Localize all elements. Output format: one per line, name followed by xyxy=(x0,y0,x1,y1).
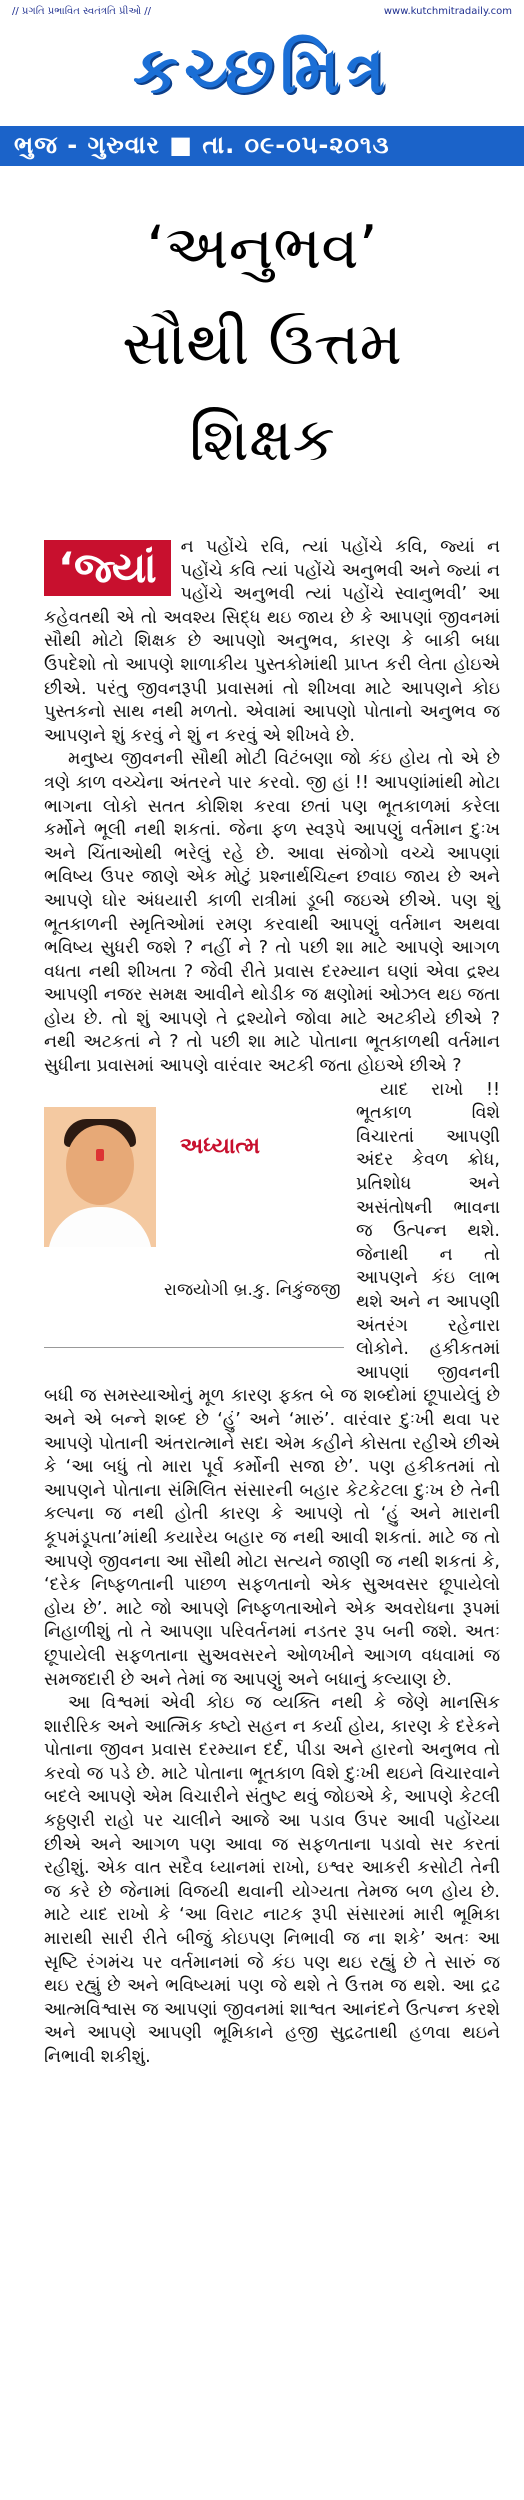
article-body xyxy=(44,536,500,2070)
dropcap: ‘જ્યાં xyxy=(44,540,171,596)
newspaper-logo xyxy=(0,24,524,120)
headline-line-1: ‘અનુભવ’ xyxy=(146,213,378,283)
headline-line-3: શિક્ષક xyxy=(189,405,335,475)
face-shape xyxy=(66,1125,134,1205)
paragraph-4: આ વિશ્વમાં એવી કોઇ જ વ્યક્તિ નથી કે જેણે માનસિક શારીરિક અને આત્મિક કષ્ટો સહન ન કર્યા હોય, કારણ કે દરેકને પોતાના જીવન પ્રવાસ દરમ્યાન દર્દ, પીડા અને હારનો અનુભવ તો કરવો જ પડે છે. માટે પોતાના ભૂતકાળ વિશે દુઃખી થઇને વિચારવાને બદલે આપણે એમ વિચારીને સંતુષ્ટ થવું જોઇએ કે, આપણે કેટલી કઠ્ઠણરી રાહો પર ચાલીને આજે આ પડાવ ઉપર આવી પહોંચ્યા છીએ અને આગળ પણ આવા જ સફળતાના પડાવો સર કરતાં રહીશું. એક વાત સદૈવ ધ્યાનમાં રાખો, ઇશ્વર આકરી કસોટી તેની જ કરે છે જેનામાં વિજયી થવાની યોગ્યતા તેમજ બળ હોય છે. માટે યાદ રાખો કે ‘આ વિરાટ નાટક રૂપી સંસારમાં મારી ભૂમિકા મારાથી સારી રીતે બીજું કોઇપણ નિભાવી જ ના શકે’ અતઃ આ સૃષ્ટિ રંગમંચ પર વર્તમાનમાં જે કંઇ પણ થઇ રહ્યું છે તે સારું જ થઇ રહ્યું છે અને ભવિષ્યમાં પણ જે થશે તે ઉત્તમ જ થશે. આ દ્રઢ આત્મવિશ્વાસ જ આપણાં જીવનમાં શાશ્વત આનંદને ઉત્પન્ન કરશે અને આપણે આપણી ભૂમિકાને હજી સુદ્રઢતાથી હળવા થઇને નિભાવી શકીશું. xyxy=(44,1693,500,2067)
paragraph-2: મનુષ્ય જીવનની સૌથી મોટી વિટંબણા જો કંઇ હોય તો એ છે ત્રણે કાળ વચ્ચેના અંતરને પાર કરવો. જી હાં !! આપણાંમાંથી મોટા ભાગના લોકો સતત કોશિશ કરવા છતાં પણ ભૂતકાળમાં કરેલા કર્મોને ભૂલી નથી શકતાં. જેના ફળ સ્વરૂપે આપણું વર્તમાન દુઃખ અને ચિંતાઓથી ભરેલું રહે છે. આવા સંજોગો વચ્ચે આપણાં ભવિષ્ય ઉપર જાણે એક મોટું પ્રશ્નાર્થચિહ્ન છવાઇ જાય છે અને આપણે ઘોર અંધયારી કાળી રાત્રીમાં ડૂબી જઇએ છીએ. પણ શું ભૂતકાળની સ્મૃતિઓમાં રમણ કરવાથી આપણું વર્તમાન અથવા ભવિષ્ય સુધરી જશે ? નહીં ને ? તો પછી શા માટે આપણે આગળ વધતા નથી શીખતા ? જેવી રીતે પ્રવાસ દરમ્યાન ઘણાં એવા દ્રશ્ય આપણી નજર સમક્ષ આવીને થોડીક જ ક્ષણોમાં ઓઝલ થઇ જતા હોય છે. તો શું આપણે તે દ્રશ્યોને જોવા માટે અટકીયે છીએ ? નથી અટકતાં ને ? તો પછી શા માટે પોતાના ભૂતકાળથી વર્તમાન સુધીના પ્રવાસમાં આપણે વારંવાર અટકી જતા હોઇએ છીએ ? xyxy=(44,749,500,1077)
shoulders-shape xyxy=(48,1207,152,1247)
author-byline: રાજયોગી બ્ર.કુ. નિકુંજજી xyxy=(164,1279,341,1300)
paragraph-1: ન પહોંચે રવિ, ત્યાં પહોંચે કવિ, જ્યાં ન પહોંચે કવિ ત્યાં પહોંચે અનુભવી અને જ્યાં ન પહોંચે અનુભવી ત્યાં પહોંચે સ્વાનુભવી’ આ કહેવતથી એ તો અવશ્ય સિદ્ધ થઇ જાય છે કે આપણાં જીવનમાં સૌથી મોટો શિક્ષક છે આપણો અનુભવ, કારણ કે બાકી બધા ઉપદેશો તો આપણે શાળાકીય પુસ્તકોમાંથી પ્રાપ્ત કરી લેતા હોઇએ છીએ. પરંતુ જીવનરૂપી પ્રવાસમાં તો શીખવા માટે આપણને કોઇ પુસ્તકનો સાથ નથી મળતો. એવામાં આપણો પોતાનો અનુભવ જ આપણને શું કરવું ને શું ન કરવું એ શીખવે છે. xyxy=(44,537,500,746)
masthead-website[interactable]: www.kutchmitradaily.com xyxy=(383,6,512,17)
paragraph-3: યાદ રાખો !! ભૂતકાળ વિશે વિચારતાં આપણી અંદર કેવળ ક્રોધ, પ્રતિશોધ અને અસંતોષની ભાવના જ ઉત્પન્ન થશે. જેનાથી ન તો આપણને કંઇ લાભ થશે અને ન આપણી અંતરંગ રહેનારા લોકોને. હકીકતમાં આપણાં જીવનની બધી જ સમસ્યાઓનું મૂળ કારણ ફક્ત બે જ શબ્દોમાં છૂપાયેલું છે અને એ બન્ને શબ્દ છે ‘હું’ અને ‘મારું’. વારંવાર દુઃખી થવા પર આપણે પોતાની અંતરાત્માને સદા એમ કહીને કોસતા રહીએ છીએ કે ‘આ બધું તો મારા પૂર્વ કર્મોની સજા છે’. પણ હકીકતમાં તો આપણને પોતાના સંમિલિત સંસારની બહાર કેટકેટલા દુઃખ છે તેની કલ્પના જ નથી હોતી કારણ કે આપણે તો ‘હું અને મારાની કૂપમંડૂપતા’માંથી કયારેય બહાર જ નથી આવી શકતાં. માટે જ તો આપણે જીવનના આ સૌથી મોટા સત્યને જાણી જ નથી શકતાં કે, ‘દરેક નિષ્ફળતાની પાછળ સફળતાનો એક સુઅવસર છૂપાયેલો હોય છે’. માટે જો આપણે નિષ્ફળતાઓને એક અવરોધના રૂપમાં નિહાળીશું તો તે આપણા પરિવર્તનમાં નડતર રૂપ બની જશે. અતઃ છૂપાયેલી સફળતાના સુઅવસરને ઓળખીને આગળ વધવામાં જ સમજદારી છે અને તેમાં જ આપણું અને બધાનું કલ્યાણ છે. xyxy=(44,1079,500,1690)
dateline-text: ભુજ - ગુરુવાર ■ તા. ૦૯-૦૫-૨૦૧૩ xyxy=(14,131,390,159)
headline xyxy=(0,200,524,488)
author-photo xyxy=(44,1107,156,1247)
headline-line-2: સૌથી ઉત્તમ xyxy=(122,309,402,379)
divider xyxy=(44,1347,344,1348)
logo-text: કચ્છમિત્ર xyxy=(133,34,391,108)
section-label: અધ્યાત્મ xyxy=(180,1133,261,1159)
dateline-bar xyxy=(0,126,524,166)
masthead-tagline: // પ્રગતિ પ્રભાવિત સ્વતંત્રતિ પ્રીઓ // xyxy=(12,6,152,17)
masthead xyxy=(0,0,524,178)
tilak-mark xyxy=(96,1149,104,1161)
author-box xyxy=(44,1089,344,1357)
